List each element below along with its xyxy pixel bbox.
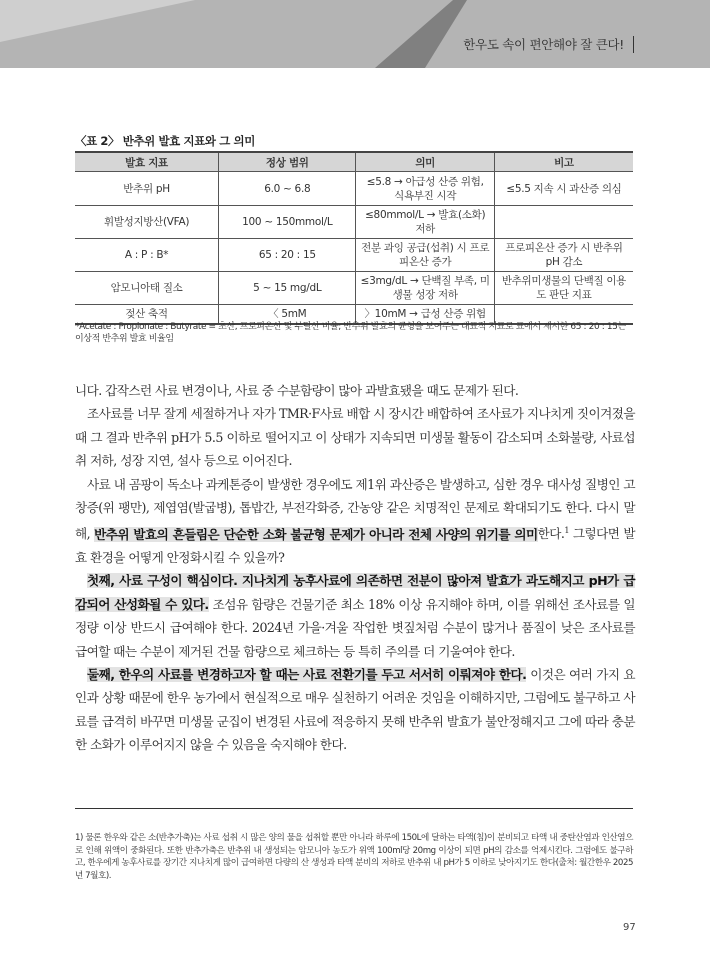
- footnote: 1) 물론 한우와 같은 소(반추가축)는 사료 섭취 시 많은 양의 물을 섭취할 뿐만 아니라 하루에 150L에 달하는 타액(침)이 분비되고 타액 내 중탄산염과 인산염으로 인해 위액이 중화된다. 또한 반추가축은 반추위 내 생성되는 암모니아 농도가 위액 100ml당 20mg 이상이 되면 pH의 감소를 억제시킨다. 그럼에도 불구하고, 한우에게 농후사료를 장기간 지나치게 많이 급여하면 다량의 산 생성과 타액 분비의 저하로 반추위 내 pH가 5 이하로 낮아지기도 한다(출처: 월간한우 2025년 7월호).: [75, 833, 633, 881]
- table-header-row: [75, 152, 633, 172]
- column-header: 의미: [356, 152, 494, 172]
- title-divider: [633, 36, 634, 53]
- table-cell: 휘발성지방산(VFA): [75, 206, 219, 239]
- header-decoration-icon: [0, 0, 710, 68]
- text: 조섬유 함량은 건물기준 최소 18% 이상 유지해야 하며, 이를 위해선 조사료를 일정량 이상 반드시 급여해야 한다. 2024년 가을·겨울 작업한 볏짚처럼 수분이 많거나 품질이 낮은 조사료를 급여할 때는 수분이 제거된 건물 함량으로 체크하는 등 특히 주의를 더 기울여야 한다.: [75, 596, 635, 659]
- table-cell: 6.0 ~ 6.8: [219, 172, 356, 206]
- table-cell: ≤3mg/dL → 단백질 부족, 미생물 성장 저하: [356, 272, 494, 305]
- table-cell: [494, 206, 633, 239]
- table-row: [75, 172, 633, 206]
- table-note: *Acetate : Propionate : Butyrate = 초산, 프로피온산 및 부틸산 비율; 반추위 발효의 균형을 보여주는 대표적 지표로 표에서 제시한 65 : 20 : 15는 이상적 반추위 발효 비율임: [75, 322, 626, 344]
- table-cell: 전분 과잉 공급(섭취) 시 프로피온산 증가: [356, 239, 494, 272]
- table-cell: 반추위 pH: [75, 172, 219, 206]
- table-cell: ≤80mmol/L → 발효(소화) 저하: [356, 206, 494, 239]
- table-cell: A : P : B*: [75, 239, 219, 272]
- table-cell: 100 ~ 150mmol/L: [219, 206, 356, 239]
- highlighted-text: 반추위 발효의 흔들림은 단순한 소화 불균형 문제가 아니라 전체 사양의 위기를 의미: [94, 526, 538, 542]
- table-cell: ≤5.8 → 아급성 산증 위험, 식욕부진 시작: [356, 172, 494, 206]
- table-row: [75, 239, 633, 272]
- running-title: 한우도 속이 편안해야 잘 큰다!: [463, 37, 624, 52]
- table-caption: 〈표 2〉 반추위 발효 지표와 그 의미: [75, 134, 255, 148]
- paragraph: [75, 473, 635, 570]
- column-header: 비고: [494, 152, 633, 172]
- table-cell: 암모니아태 질소: [75, 272, 219, 305]
- text: 이것은 여러 가지 요인과 상황 때문에 한우 농가에서 현실적으로 매우 실천하기 어려운 것임을 이해하지만, 그럼에도 불구하고 사료를 급격히 바꾸면 미생물 군집이 변경된 사료에 적응하지 못해 반추위 발효가 불안정해지고 그에 따라 충분한 소화가 이루어지지 않을 수 있음을 숙지해야 한다.: [75, 667, 635, 753]
- paragraph: 니다. 갑작스런 사료 변경이나, 사료 중 수분함량이 많아 과발효됐을 때도 문제가 된다.: [75, 383, 519, 398]
- highlighted-text: 첫째, 사료 구성이 핵심이다. 지나치게 농후사료에 의존하면 전분이 많아져 발효가 과도해지고 pH가 급감되어 산성화될 수 있다.: [75, 573, 635, 612]
- text: 그렇다면 발효 환경을 어떻게 안정화시킬 수 있을까?: [75, 526, 636, 566]
- fermentation-metrics-table: [75, 151, 633, 325]
- paragraph: [75, 569, 635, 663]
- table-cell: ≤5.5 지속 시 과산증 의심: [494, 172, 633, 206]
- page-number: 97: [623, 922, 636, 933]
- footnote-divider: [75, 808, 633, 809]
- paragraph: 조사료를 너무 잘게 세절하거나 자가 TMR·F사료 배합 시 장시간 배합하여 조사료가 지나치게 짓이겨졌을 때 그 결과 반추위 pH가 5.5 이하로 떨어지고 이 상태가 지속되면 미생물 활동이 감소되며 소화불량, 사료섭취 저하, 성장 지연, 설사 등으로 이어진다.: [75, 406, 635, 469]
- footnote-reference[interactable]: 1: [564, 526, 569, 536]
- table-cell: 〈 5mM: [219, 305, 356, 325]
- table-cell: 프로피온산 증가 시 반추위 pH 감소: [494, 239, 633, 272]
- table-cell: 65 : 20 : 15: [219, 239, 356, 272]
- table-cell: 반추위미생물의 단백질 이용도 판단 지표: [494, 272, 633, 305]
- table-row: [75, 272, 633, 305]
- article-body: [75, 379, 635, 757]
- table-cell: 5 ~ 15 mg/dL: [219, 272, 356, 305]
- table-row: [75, 206, 633, 239]
- text: 사료 내 곰팡이 독소나 과케톤증이 발생한 경우에도 제1위 과산증은 발생하고, 심한 경우 대사성 질병인 고창증(위 팽만), 제엽염(발굽병), 톱밥간, 부전각화증, 간농양 같은 치명적인 문제로 확대되기도 한다. 다시 말해,: [75, 476, 635, 542]
- table-cell: 〉10mM → 급성 산증 위험: [356, 305, 494, 325]
- table-cell: 젖산 축적: [75, 305, 219, 325]
- paragraph: [75, 663, 635, 757]
- header-band: [0, 0, 710, 68]
- column-header: 정상 범위: [219, 152, 356, 172]
- highlighted-text: 둘째, 한우의 사료를 변경하고자 할 때는 사료 전환기를 두고 서서히 이뤄져야 한다.: [87, 667, 527, 683]
- text: 한다.: [537, 526, 565, 542]
- column-header: 발효 지표: [75, 152, 219, 172]
